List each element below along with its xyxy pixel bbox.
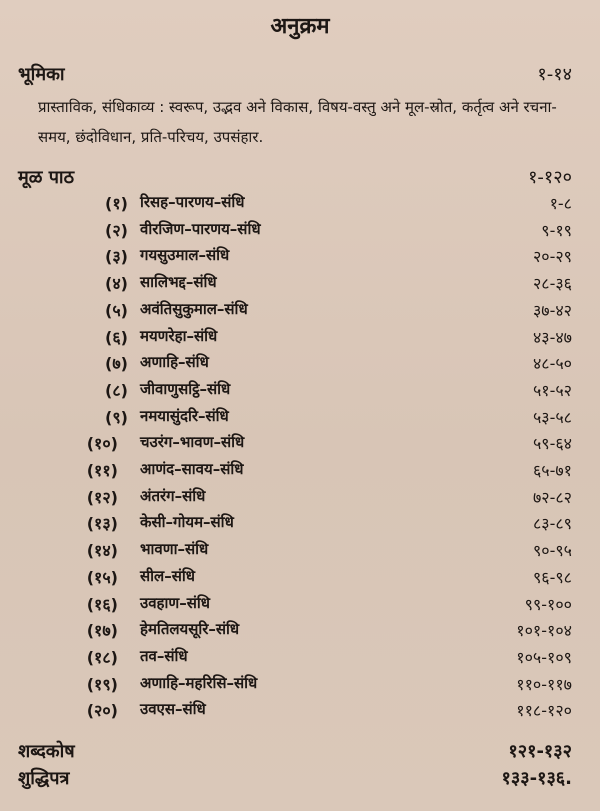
item-pages: ६५-७१ — [532, 461, 572, 480]
item-title: अंतरंग–संधि — [140, 487, 206, 505]
item-pages: ११०-११७ — [516, 675, 572, 694]
item-number: (८) — [105, 381, 128, 400]
item-number: (१३) — [86, 514, 118, 533]
item-pages: २०-२९ — [532, 247, 572, 266]
item-title: अवंतिसुकुमाल–संधि — [140, 300, 248, 318]
item-pages: ४८-५० — [532, 354, 572, 373]
item-number: (१) — [105, 194, 128, 213]
section-bhumika-pages: १-१४ — [537, 64, 572, 85]
section-mulpath-pages: १-१२० — [528, 167, 572, 188]
item-number: (१७) — [86, 621, 118, 640]
item-pages: ९९-१०० — [524, 595, 572, 614]
item-title: जीवाणुसट्ठि–संधि — [140, 380, 231, 398]
list-item — [0, 352, 600, 378]
list-item — [0, 699, 600, 725]
list-item — [0, 432, 600, 458]
item-title: गयसुउमाल–संधि — [140, 246, 230, 264]
section-bhumika-label: भूमिका — [18, 64, 65, 85]
item-pages: ४३-४७ — [532, 328, 572, 347]
item-title: हेमतिलयसूरि–संधि — [140, 620, 240, 638]
item-pages: ९-१९ — [541, 221, 572, 240]
item-title: चउरंग–भावण–संधि — [140, 433, 245, 451]
list-item — [0, 379, 600, 405]
list-item — [0, 192, 600, 218]
list-item — [0, 326, 600, 352]
item-pages: ९६-९८ — [532, 568, 572, 587]
section-shabdakosh-label: शब्दकोष — [18, 741, 75, 762]
item-title: सालिभद्द–संधि — [140, 273, 217, 291]
list-item — [0, 619, 600, 645]
list-item — [0, 566, 600, 592]
item-title: भावणा–संधि — [140, 540, 209, 558]
list-item — [0, 593, 600, 619]
section-mulpath-label: मूळ पाठ — [18, 167, 75, 188]
item-number: (२०) — [86, 701, 118, 720]
item-number: (१८) — [86, 648, 118, 667]
item-number: (१४) — [86, 541, 118, 560]
item-title: केसी–गोयम–संधि — [140, 513, 234, 531]
page-title: अनुक्रम — [270, 14, 330, 39]
item-title: उवहाण–संधि — [140, 594, 211, 612]
item-title: नमयासुंदरि–संधि — [140, 407, 229, 425]
item-title: सील–संधि — [140, 567, 195, 585]
item-pages: ५३-५८ — [532, 408, 572, 427]
item-number: (१५) — [86, 568, 118, 587]
item-number: (४) — [105, 274, 128, 293]
item-title: वीरजिण–पारणय–संधि — [140, 220, 261, 238]
section-shuddhipatra-label: शुद्धिपत्र — [18, 768, 70, 789]
item-number: (५) — [105, 301, 128, 320]
item-title: अणाहि–महरिसि–संधि — [140, 674, 258, 692]
item-pages: २८-३६ — [532, 274, 572, 293]
list-item — [0, 272, 600, 298]
item-number: (११) — [86, 461, 118, 480]
item-number: (१०) — [86, 434, 118, 453]
section-shabdakosh-pages: १२१-१३२ — [508, 741, 572, 762]
item-pages: ९०-९५ — [532, 541, 572, 560]
item-pages: १०५-१०९ — [516, 648, 572, 667]
list-item — [0, 646, 600, 672]
item-pages: ३७-४२ — [532, 301, 572, 320]
item-pages: ५९-६४ — [532, 434, 572, 453]
item-title: तव–संधि — [140, 647, 188, 665]
list-item — [0, 459, 600, 485]
list-item — [0, 539, 600, 565]
item-pages: ७२-८२ — [532, 488, 572, 507]
list-item — [0, 406, 600, 432]
item-pages: ११८-१२० — [516, 701, 572, 720]
section-shuddhipatra-pages: १३३-१३६. — [501, 768, 572, 789]
item-number: (७) — [105, 354, 128, 373]
item-title: अणाहि–संधि — [140, 353, 209, 371]
item-pages: १-८ — [549, 194, 572, 213]
item-title: मयणरेहा–संधि — [140, 327, 218, 345]
item-number: (१९) — [86, 675, 118, 694]
item-title: उवएस–संधि — [140, 700, 206, 718]
list-item — [0, 486, 600, 512]
item-number: (१२) — [86, 488, 118, 507]
list-item — [0, 673, 600, 699]
bhumika-description: प्रास्ताविक, संधिकाव्य : स्वरूप, उद्भव अने विकास, विषय-वस्तु अने मूल-स्रोत, कर्तृत्व अने रचना-समय, छंदोविधान, प्रति-परिचय, उपसंहार. — [38, 98, 557, 146]
item-number: (६) — [105, 328, 128, 347]
list-item — [0, 245, 600, 271]
item-number: (९) — [105, 408, 128, 427]
item-title: रिसह–पारणय–संधि — [140, 193, 245, 211]
list-item — [0, 512, 600, 538]
item-number: (३) — [105, 247, 128, 266]
list-item — [0, 299, 600, 325]
list-item — [0, 219, 600, 245]
item-pages: ८३-८९ — [532, 514, 572, 533]
item-pages: ५१-५२ — [532, 381, 572, 400]
item-number: (२) — [105, 221, 128, 240]
item-title: आणंद–सावय–संधि — [140, 460, 244, 478]
item-number: (१६) — [86, 595, 118, 614]
item-pages: १०१-१०४ — [516, 621, 572, 640]
